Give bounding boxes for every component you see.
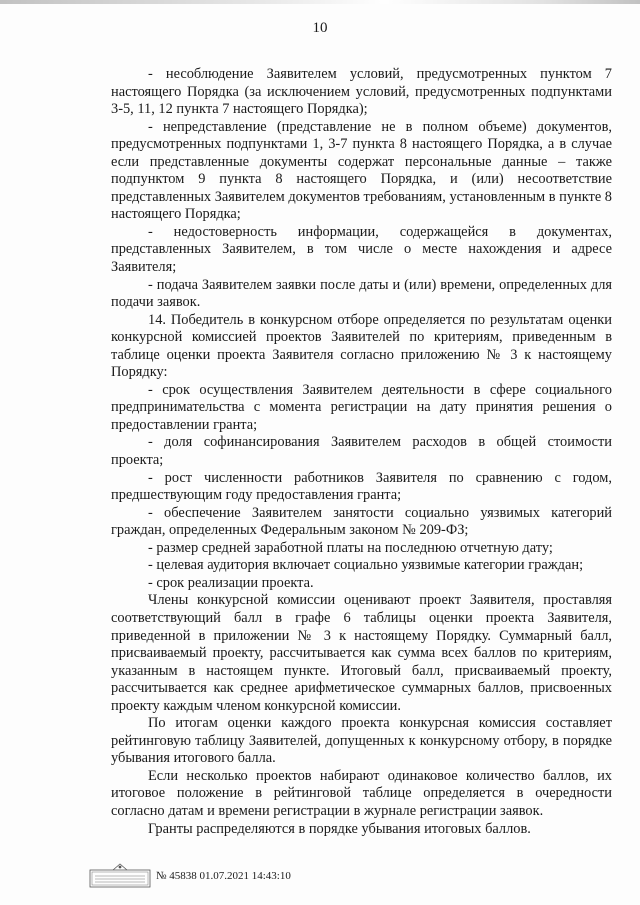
paragraph: - подача Заявителем заявки после даты и (или) времени, определенных для подачи заявок.	[111, 276, 612, 311]
paragraph: - срок реализации проекта.	[148, 574, 314, 591]
registry-stamp-icon	[89, 862, 151, 888]
paragraph: По итогам оценки каждого проекта конкурсная комиссия составляет рейтинговую таблицу Заявителей, допущенных к конкурсному отбору, в порядке убывания итогового балла.	[111, 715, 612, 767]
paragraph: - обеспечение Заявителем занятости социально уязвимых категорий граждан, определенных Федеральным законом № 209-ФЗ;	[111, 504, 612, 539]
paragraph: Если несколько проектов набирают одинаковое количество баллов, их итоговое положение в рейтинговой таблице определяется в очередности согласно датам и времени регистрации в журнале регистрации заявок.	[111, 767, 612, 819]
paragraph: - непредставление (представление не в полном объеме) документов, предусмотренных подпунктами 1, 3-7 пункта 8 настоящего Порядка, а в случае если представленные документы содержат персональные данные – также подпунктом 9 пункта 8 настоящего Порядка, и (или) несоответствие представленных Заявителем документов требованиям, установленным в пункте 8 настоящего Порядка;	[111, 118, 612, 223]
registration-footer	[89, 862, 389, 888]
paragraph: 14. Победитель в конкурсном отборе определяется по результатам оценки конкурсной комиссией проектов Заявителей по критериям, приведенным в таблице оценки проекта Заявителя согласно приложению № 3 к настоящему Порядку:	[111, 311, 612, 381]
paragraph: - срок осуществления Заявителем деятельности в сфере социального предпринимательства с момента регистрации на дату принятия решения о предоставлении гранта;	[111, 381, 612, 433]
paragraph: - рост численности работников Заявителя по сравнению с годом, предшествующим году предоставления гранта;	[111, 469, 612, 504]
paragraph: - доля софинансирования Заявителем расходов в общей стоимости проекта;	[111, 434, 612, 469]
paragraph: Члены конкурсной комиссии оценивают проект Заявителя, проставляя соответствующий балл в графе 6 таблицы оценки проекта Заявителя, приведенной в приложении № 3 к настоящему Порядку. Суммарный балл, присваиваемый проекту, рассчитывается как сумма всех баллов по критериям, указанным в настоящем пункте. Итоговый балл, присваиваемый проекту, рассчитывается как среднее арифметическое суммарных баллов, присвоенных проекту каждым членом конкурсной комиссии.	[111, 592, 612, 714]
paragraph: - несоблюдение Заявителем условий, предусмотренных пунктом 7 настоящего Порядка (за исключением условий, предусмотренных подпунктами 3-5, 11, 12 пункта 7 настоящего Порядка);	[111, 66, 612, 118]
paragraph: Гранты распределяются в порядке убывания итоговых баллов.	[148, 820, 531, 837]
paragraph: - размер средней заработной платы на последнюю отчетную дату;	[148, 539, 553, 556]
page-number: 10	[312, 20, 328, 36]
document-body	[111, 66, 612, 838]
paragraph: - целевая аудитория включает социально уязвимые категории граждан;	[148, 557, 584, 574]
registration-number: № 45838 01.07.2021 14:43:10	[156, 870, 291, 882]
paragraph: - недостоверность информации, содержащейся в документах, представленных Заявителем, в том числе о месте нахождения и адресе Заявителя;	[111, 223, 612, 276]
scan-edge	[0, 0, 640, 4]
